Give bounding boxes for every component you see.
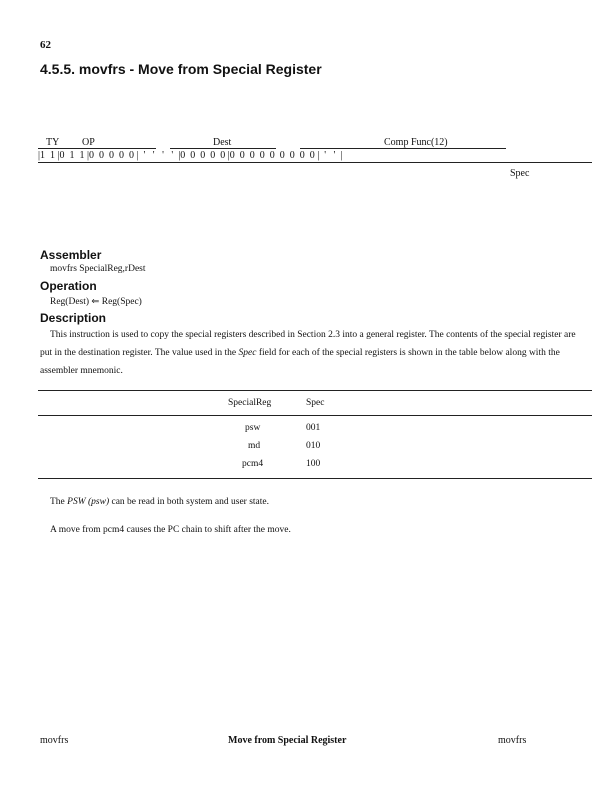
description-emphasis: Spec: [238, 348, 257, 358]
page-number: 62: [40, 39, 51, 51]
note-part: The: [50, 497, 68, 507]
footer-left: movfrs: [40, 735, 69, 746]
field-label-comp-func: Comp Func(12): [384, 137, 448, 148]
note-pcm4: A move from pcm4 causes the PC chain to shift after the move.: [50, 525, 291, 535]
table-header: SpecialReg: [228, 398, 272, 408]
footer-center: Move from Special Register: [228, 735, 347, 746]
assembler-heading: Assembler: [40, 248, 102, 262]
description-heading: Description: [40, 311, 107, 325]
table-top-rule: [38, 390, 592, 391]
table-cell: pcm4: [242, 459, 264, 469]
note-emphasis: PSW (psw): [67, 497, 110, 507]
operation-heading: Operation: [40, 279, 97, 293]
table-header-rule: [38, 415, 592, 416]
table-cell: 010: [306, 441, 321, 451]
field-line-dest: [170, 148, 276, 149]
description-part: This instruction is used to copy the special registers described in Section 2.3 into a general register. The contents of the special register are put in the destination register. The value used in the: [40, 330, 576, 358]
description-part: field for each of the special registers is shown in the table below along with the assembler mnemonic.: [40, 348, 560, 376]
field-label-dest: Dest: [213, 137, 232, 148]
note-psw: [50, 497, 269, 507]
table-cell: psw: [245, 423, 261, 433]
operation-text: Reg(Dest) ⇐ Reg(Spec): [50, 297, 142, 307]
spec-field-label: Spec: [510, 168, 530, 179]
table-cell: 001: [306, 423, 321, 433]
field-line-ty-op: [38, 148, 156, 149]
table-header: Spec: [306, 398, 325, 408]
assembler-text: movfrs SpecialReg,rDest: [50, 264, 146, 274]
page-title: 4.5.5. movfrs - Move from Special Register: [40, 61, 322, 77]
field-label-op: OP: [82, 137, 95, 148]
field-line-comp-func: [300, 148, 506, 149]
note-part: can be read in both system and user state.: [109, 497, 269, 507]
table-bottom-rule: [38, 478, 592, 479]
bit-pattern: |1 1 |0 1 1 |0 0 0 0 0 | ' ' ' ' |0 0 0 0 0 |0 0 0 0 0 0 0 0 0 | ' ' |: [38, 150, 343, 161]
table-cell: 100: [306, 459, 321, 469]
table-cell: md: [248, 441, 261, 451]
footer-right: movfrs: [498, 735, 527, 746]
field-label-ty: TY: [46, 137, 60, 148]
bit-underline: [38, 162, 592, 163]
description-text: [40, 326, 585, 380]
